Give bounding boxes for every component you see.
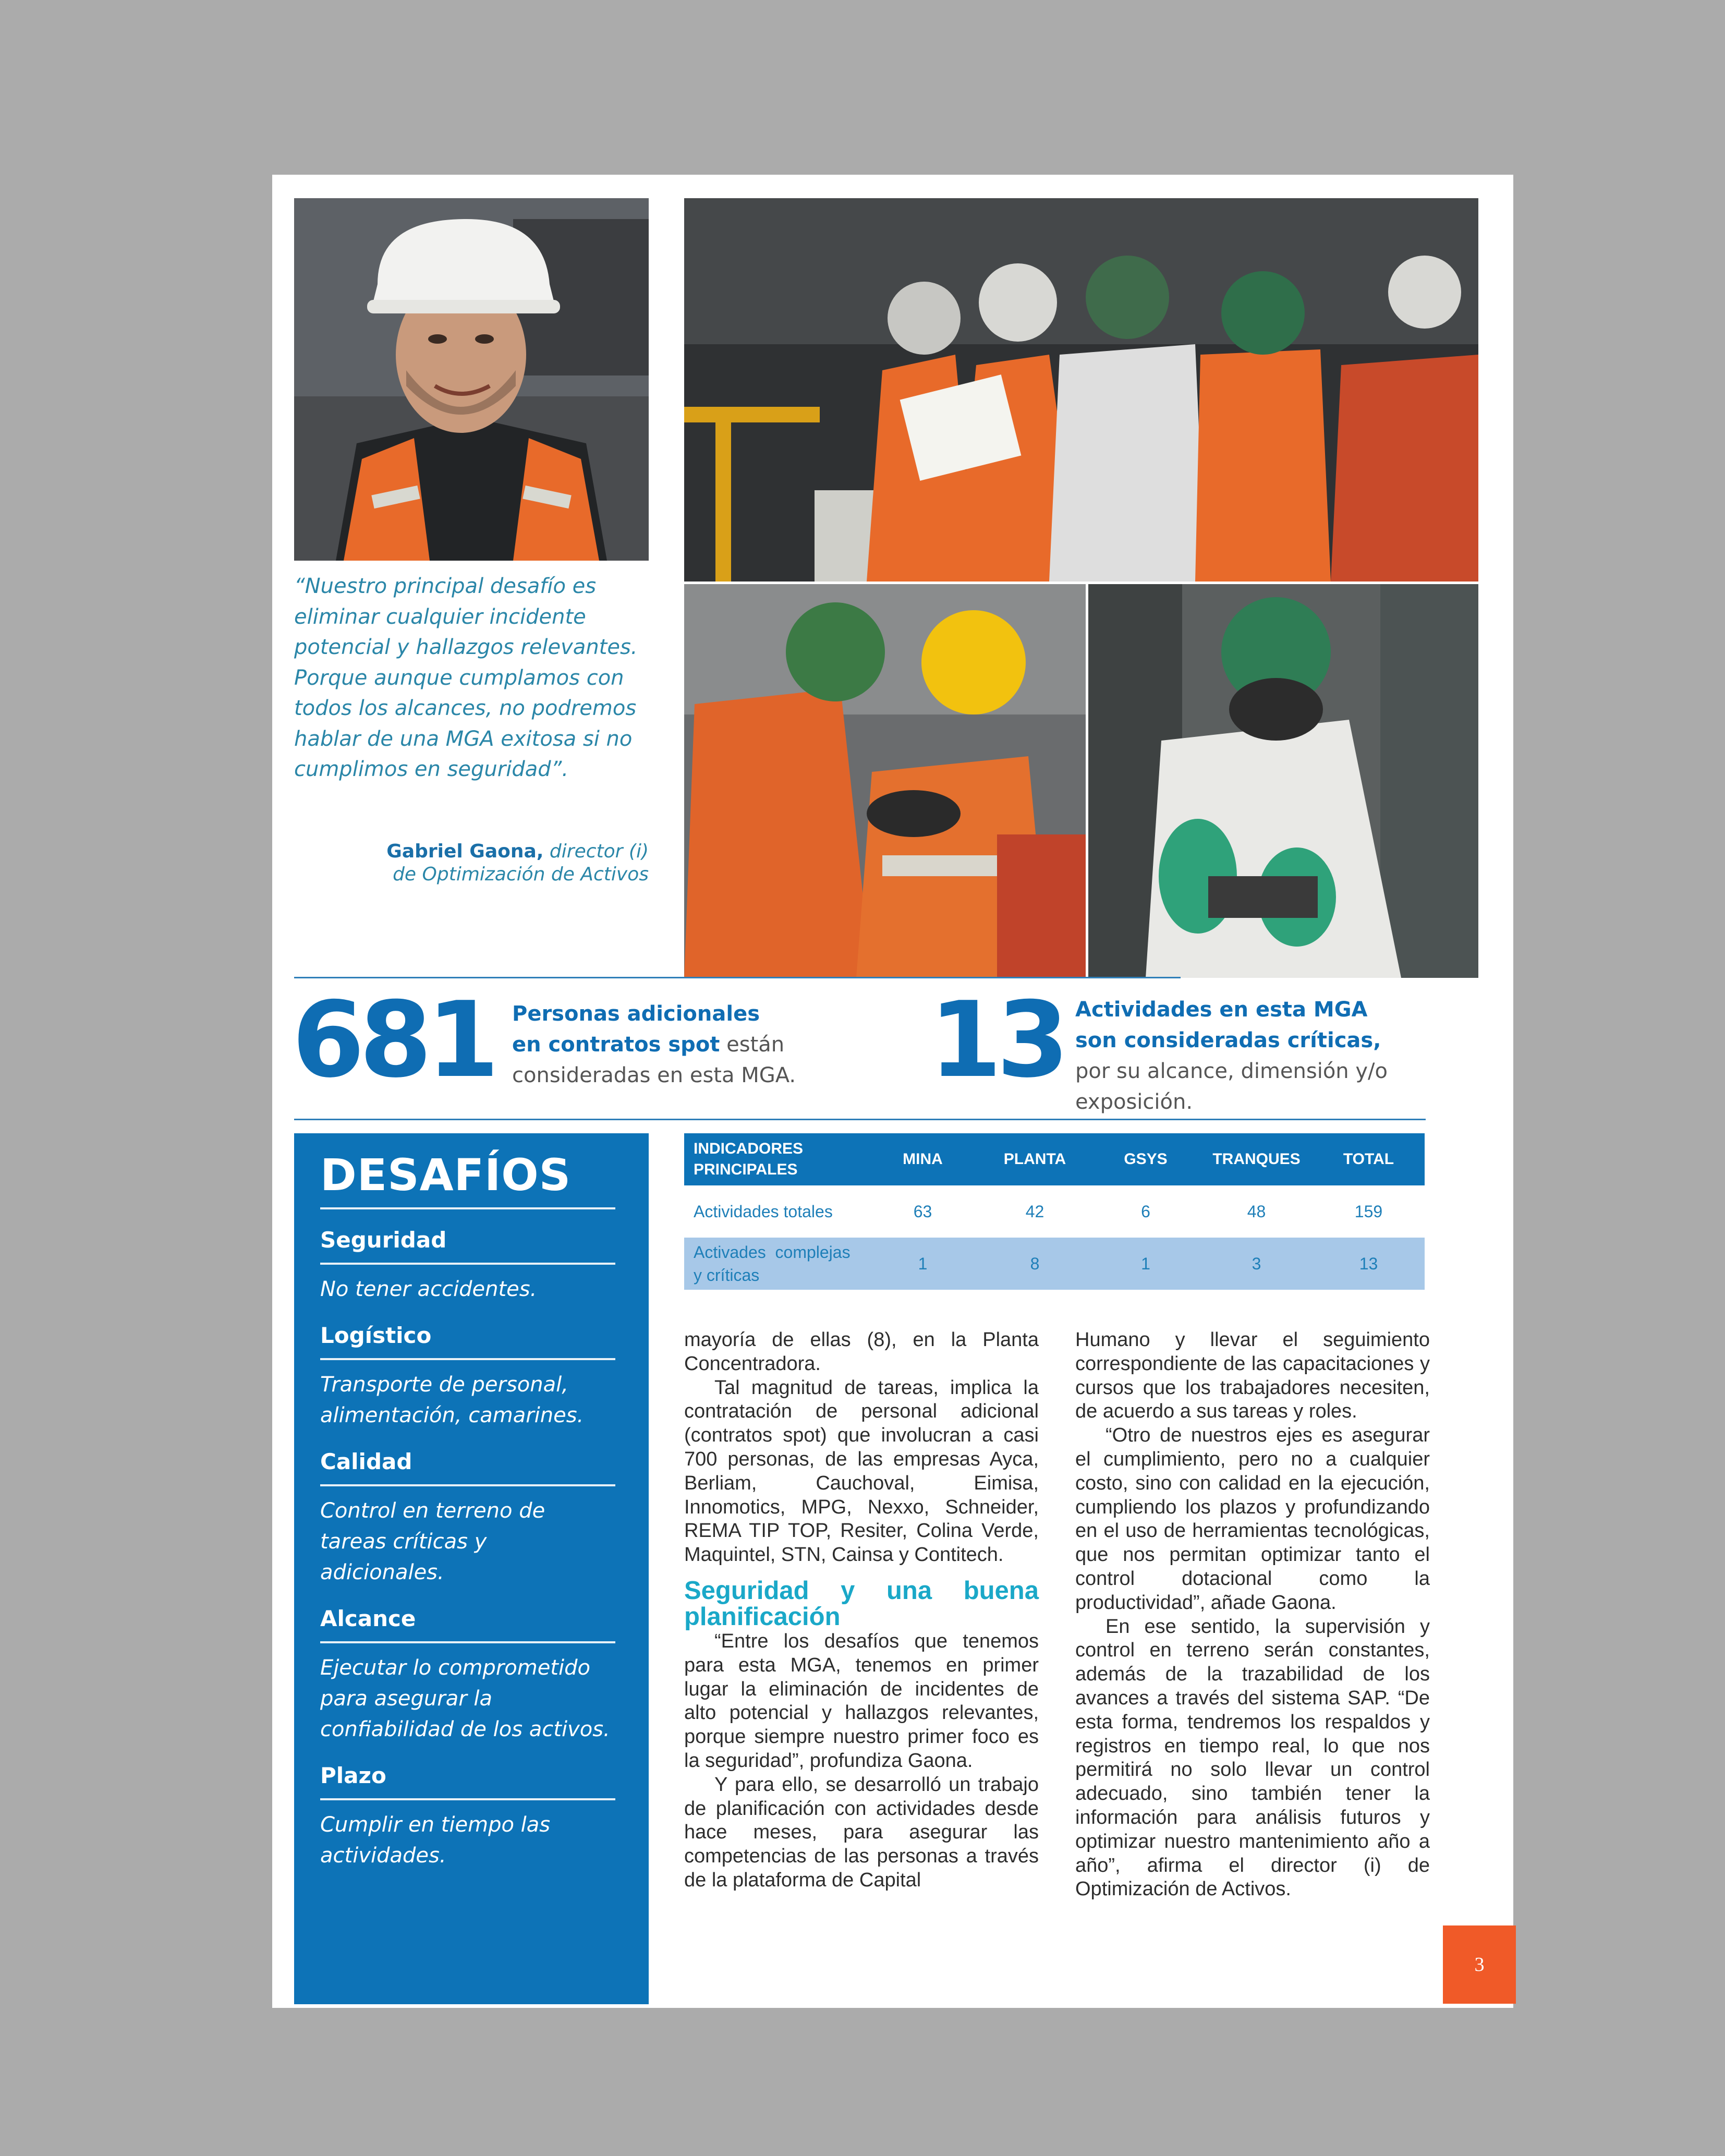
challenge-divider bbox=[320, 1641, 615, 1643]
body-paragraph: En ese sentido, la supervisión y control en terreno serán constantes, además de la trazabilidad de los avances a través del sistema SAP. “De esta forma, tendremos los respaldos y registros en tiempo real, lo que nos permitirá no solo llevar un control adecuado, sino también tener la información para análisis futuros y optimizar nuestro mantenimiento año a año”, afirma el director (i) de Optimización de Activos. bbox=[1075, 1615, 1430, 1900]
table-cell: 13 bbox=[1313, 1238, 1425, 1290]
challenge-divider bbox=[320, 1798, 615, 1800]
indicators-table bbox=[684, 1133, 1425, 1290]
challenges-box bbox=[294, 1133, 649, 2004]
row-label bbox=[684, 1238, 867, 1290]
challenge-description: Ejecutar lo comprometido para asegurar la confiabilidad de los activos. bbox=[320, 1656, 610, 1741]
inspection-photo bbox=[684, 584, 1086, 978]
challenge-description: No tener accidentes. bbox=[320, 1277, 537, 1301]
table-row bbox=[684, 1238, 1425, 1290]
challenge-category: Logístico bbox=[320, 1323, 432, 1348]
table-row bbox=[684, 1185, 1425, 1238]
column-header: TOTAL bbox=[1313, 1133, 1425, 1185]
stat-681-rest-3: consideradas en esta MGA. bbox=[512, 1063, 796, 1087]
body-paragraph: Tal magnitud de tareas, implica la contratación de personal adicional (contratos spot) que involucran a casi 700 personas, de las empresas Ayca, Berliam, Cauchoval, Eimisa, Innomotics, MPG, Nexxo, Schneider, REMA TIP TOP, Resiter, Colina Verde, Maquintel, STN, Cainsa y Contitech. bbox=[684, 1376, 1039, 1566]
quote-author: Gabriel Gaona, bbox=[386, 841, 544, 862]
table-cell: 8 bbox=[979, 1238, 1091, 1290]
stat-681-bold-2: en contratos spot bbox=[512, 1033, 720, 1057]
challenge-divider bbox=[320, 1263, 615, 1265]
table-cell: 6 bbox=[1091, 1185, 1200, 1238]
portrait-photo bbox=[294, 198, 649, 561]
header-line-2: PRINCIPALES bbox=[694, 1161, 798, 1178]
body-paragraph: “Otro de nuestros ejes es asegurar el cumplimiento, pero no a cualquier costo, sino con calidad en la ejecución, cumpliendo los plazos y profundizando en el uso de herramientas tecnológicas, que nos permitan optimizar tanto el control dotacional como la productividad”, añade Gaona. bbox=[1075, 1424, 1430, 1614]
table-cell: 1 bbox=[1091, 1238, 1200, 1290]
row-label-line-1: Activades complejas bbox=[694, 1243, 851, 1262]
team-photo bbox=[684, 198, 1478, 582]
stat-number-13: 13 bbox=[929, 979, 1064, 1101]
quote-attribution bbox=[294, 840, 649, 886]
stats-bottom-rule bbox=[294, 1119, 1426, 1120]
challenge-description: Control en terreno de tareas críticas y adicionales. bbox=[320, 1499, 545, 1584]
stat-13-rest-3: por su alcance, dimensión y/o bbox=[1075, 1059, 1388, 1083]
section-heading: Seguridad y una buena planificación bbox=[684, 1576, 1039, 1631]
challenge-category: Plazo bbox=[320, 1763, 386, 1788]
challenge-divider bbox=[320, 1358, 615, 1360]
table-header-row bbox=[684, 1133, 1425, 1185]
challenge-description: Cumplir en tiempo las actividades. bbox=[320, 1813, 551, 1868]
quote-author-role-2: de Optimización de Activos bbox=[393, 864, 649, 885]
challenge-category: Alcance bbox=[320, 1606, 416, 1631]
body-paragraph: Humano y llevar el seguimiento correspondiente de las capacitaciones y cursos que los trabajadores necesiten, de acuerdo a sus tareas y roles. bbox=[1075, 1329, 1430, 1423]
worker-photo bbox=[1088, 584, 1478, 978]
column-header: MINA bbox=[867, 1133, 979, 1185]
stats-top-rule bbox=[294, 977, 1181, 978]
magazine-page bbox=[272, 175, 1513, 2008]
body-column-1 bbox=[684, 1328, 1039, 1893]
body-column-2 bbox=[1075, 1328, 1430, 1901]
pull-quote: “Nuestro principal desafío es eliminar cualquier incidente potencial y hallazgos relevantes. Porque aunque cumplamos con todos los alcances, no podremos hablar de una MGA exitosa si no cumplimos en seguridad”. bbox=[294, 574, 638, 781]
stat-681-rest-2: están bbox=[720, 1033, 785, 1057]
body-paragraph: Y para ello, se desarrolló un trabajo de planificación con actividades desde hace meses, para asegurar las competencias de las personas a través de la plataforma de Capital bbox=[684, 1773, 1039, 1891]
challenge-category: Seguridad bbox=[320, 1227, 447, 1253]
quote-author-role-1: director (i) bbox=[549, 841, 649, 862]
stat-text-681 bbox=[512, 999, 877, 1091]
body-paragraph: mayoría de ellas (8), en la Planta Concentradora. bbox=[684, 1329, 1039, 1375]
stat-13-bold-2: son consideradas críticas, bbox=[1075, 1028, 1381, 1052]
page-number: 3 bbox=[1443, 1925, 1516, 2004]
table-cell: 159 bbox=[1313, 1185, 1425, 1238]
table-cell: 1 bbox=[867, 1238, 979, 1290]
table-cell: 42 bbox=[979, 1185, 1091, 1238]
row-label: Actividades totales bbox=[684, 1185, 867, 1238]
table-header-indicators bbox=[684, 1133, 867, 1185]
stat-681-bold-1: Personas adicionales bbox=[512, 1002, 760, 1026]
column-header: PLANTA bbox=[979, 1133, 1091, 1185]
stat-text-13 bbox=[1075, 995, 1472, 1118]
header-line-1: INDICADORES bbox=[694, 1140, 804, 1157]
challenges-divider bbox=[320, 1207, 615, 1209]
table-cell: 48 bbox=[1200, 1185, 1313, 1238]
table-cell: 3 bbox=[1200, 1238, 1313, 1290]
stat-13-bold-1: Actividades en esta MGA bbox=[1075, 998, 1368, 1022]
column-header: GSYS bbox=[1091, 1133, 1200, 1185]
challenges-title: DESAFÍOS bbox=[320, 1149, 572, 1201]
body-paragraph: “Entre los desafíos que tenemos para esta MGA, tenemos en primer lugar la eliminación de incidentes de alto potencial y hallazgos relevantes, porque siempre nuestro primer foco es la seguridad”, profundiza Gaona. bbox=[684, 1630, 1039, 1772]
table-cell: 63 bbox=[867, 1185, 979, 1238]
challenge-category: Calidad bbox=[320, 1449, 412, 1474]
stat-number-681: 681 bbox=[292, 979, 494, 1101]
column-header: TRANQUES bbox=[1200, 1133, 1313, 1185]
row-label-line-2: y críticas bbox=[694, 1266, 760, 1285]
challenge-description: Transporte de personal, alimentación, camarines. bbox=[320, 1373, 584, 1427]
challenge-divider bbox=[320, 1484, 615, 1486]
stat-13-rest-4: exposición. bbox=[1075, 1090, 1193, 1114]
